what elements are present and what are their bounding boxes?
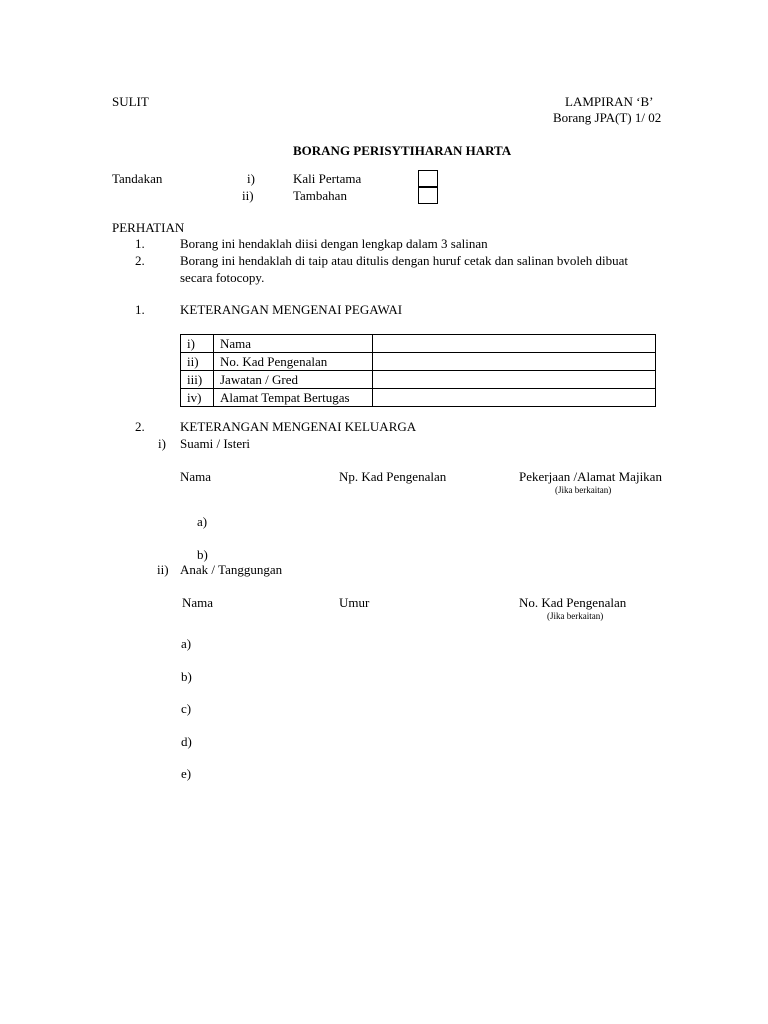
anak-col-nama: Nama (182, 595, 214, 610)
suami-num: i) (158, 436, 166, 451)
suami-col-pekerjaan: Pekerjaan /Alamat Majikan (519, 469, 662, 484)
anak-item-d: d) (181, 734, 192, 749)
row-label: Jawatan / Gred (214, 371, 373, 389)
kad-pengenalan-field[interactable] (373, 353, 656, 371)
checkbox-kali-pertama[interactable] (418, 170, 438, 187)
perhatian-text-2-cont: secara fotocopy. (180, 270, 265, 285)
header-lampiran: LAMPIRAN ‘B’ (565, 94, 654, 109)
tandakan-label: Tandakan (112, 171, 163, 186)
anak-col-umur: Umur (339, 595, 370, 610)
suami-heading: Suami / Isteri (180, 436, 251, 451)
perhatian-text-2: Borang ini hendaklah di taip atau ditulis dengan huruf cetak dan salinan bvoleh dibuat (180, 253, 629, 268)
section2-heading: KETERANGAN MENGENAI KELUARGA (180, 419, 417, 434)
anak-heading: Anak / Tanggungan (180, 562, 283, 577)
option-label-kali-pertama: Kali Pertama (293, 171, 362, 186)
alamat-field[interactable] (373, 389, 656, 407)
anak-col-kad: No. Kad Pengenalan (519, 595, 627, 610)
suami-item-a: a) (197, 514, 208, 529)
jawatan-field[interactable] (373, 371, 656, 389)
page-title: BORANG PERISYTIHARAN HARTA (293, 143, 512, 158)
pegawai-table (180, 334, 656, 407)
row-num: iv) (181, 389, 214, 407)
suami-col-note: (Jika berkaitan) (555, 485, 612, 495)
row-label: Nama (214, 335, 373, 353)
perhatian-text-1: Borang ini hendaklah diisi dengan lengkap dalam 3 salinan (180, 236, 488, 251)
option-label-tambahan: Tambahan (293, 188, 347, 203)
row-num: i) (181, 335, 214, 353)
nama-field[interactable] (373, 335, 656, 353)
anak-item-c: c) (181, 701, 192, 716)
perhatian-num-1: 1. (135, 236, 145, 251)
table-row (181, 353, 656, 371)
anak-item-b: b) (181, 669, 192, 684)
suami-item-b: b) (197, 547, 208, 562)
suami-col-kad: Np. Kad Pengenalan (339, 469, 447, 484)
option-num-1: i) (247, 171, 255, 186)
section2-num: 2. (135, 419, 145, 434)
table-row (181, 335, 656, 353)
option-num-2: ii) (242, 188, 254, 203)
table-row (181, 371, 656, 389)
anak-num: ii) (157, 562, 169, 577)
row-num: iii) (181, 371, 214, 389)
perhatian-num-2: 2. (135, 253, 145, 268)
anak-item-a: a) (181, 636, 192, 651)
row-label: Alamat Tempat Bertugas (214, 389, 373, 407)
perhatian-heading: PERHATIAN (112, 220, 185, 235)
checkbox-tambahan[interactable] (418, 187, 438, 204)
section1-heading: KETERANGAN MENGENAI PEGAWAI (180, 302, 403, 317)
header-sulit: SULIT (112, 94, 149, 109)
table-row (181, 389, 656, 407)
suami-col-nama: Nama (180, 469, 212, 484)
row-label: No. Kad Pengenalan (214, 353, 373, 371)
section1-num: 1. (135, 302, 145, 317)
header-borang-code: Borang JPA(T) 1/ 02 (553, 110, 662, 125)
row-num: ii) (181, 353, 214, 371)
anak-item-e: e) (181, 766, 192, 781)
anak-col-note: (Jika berkaitan) (547, 611, 604, 621)
